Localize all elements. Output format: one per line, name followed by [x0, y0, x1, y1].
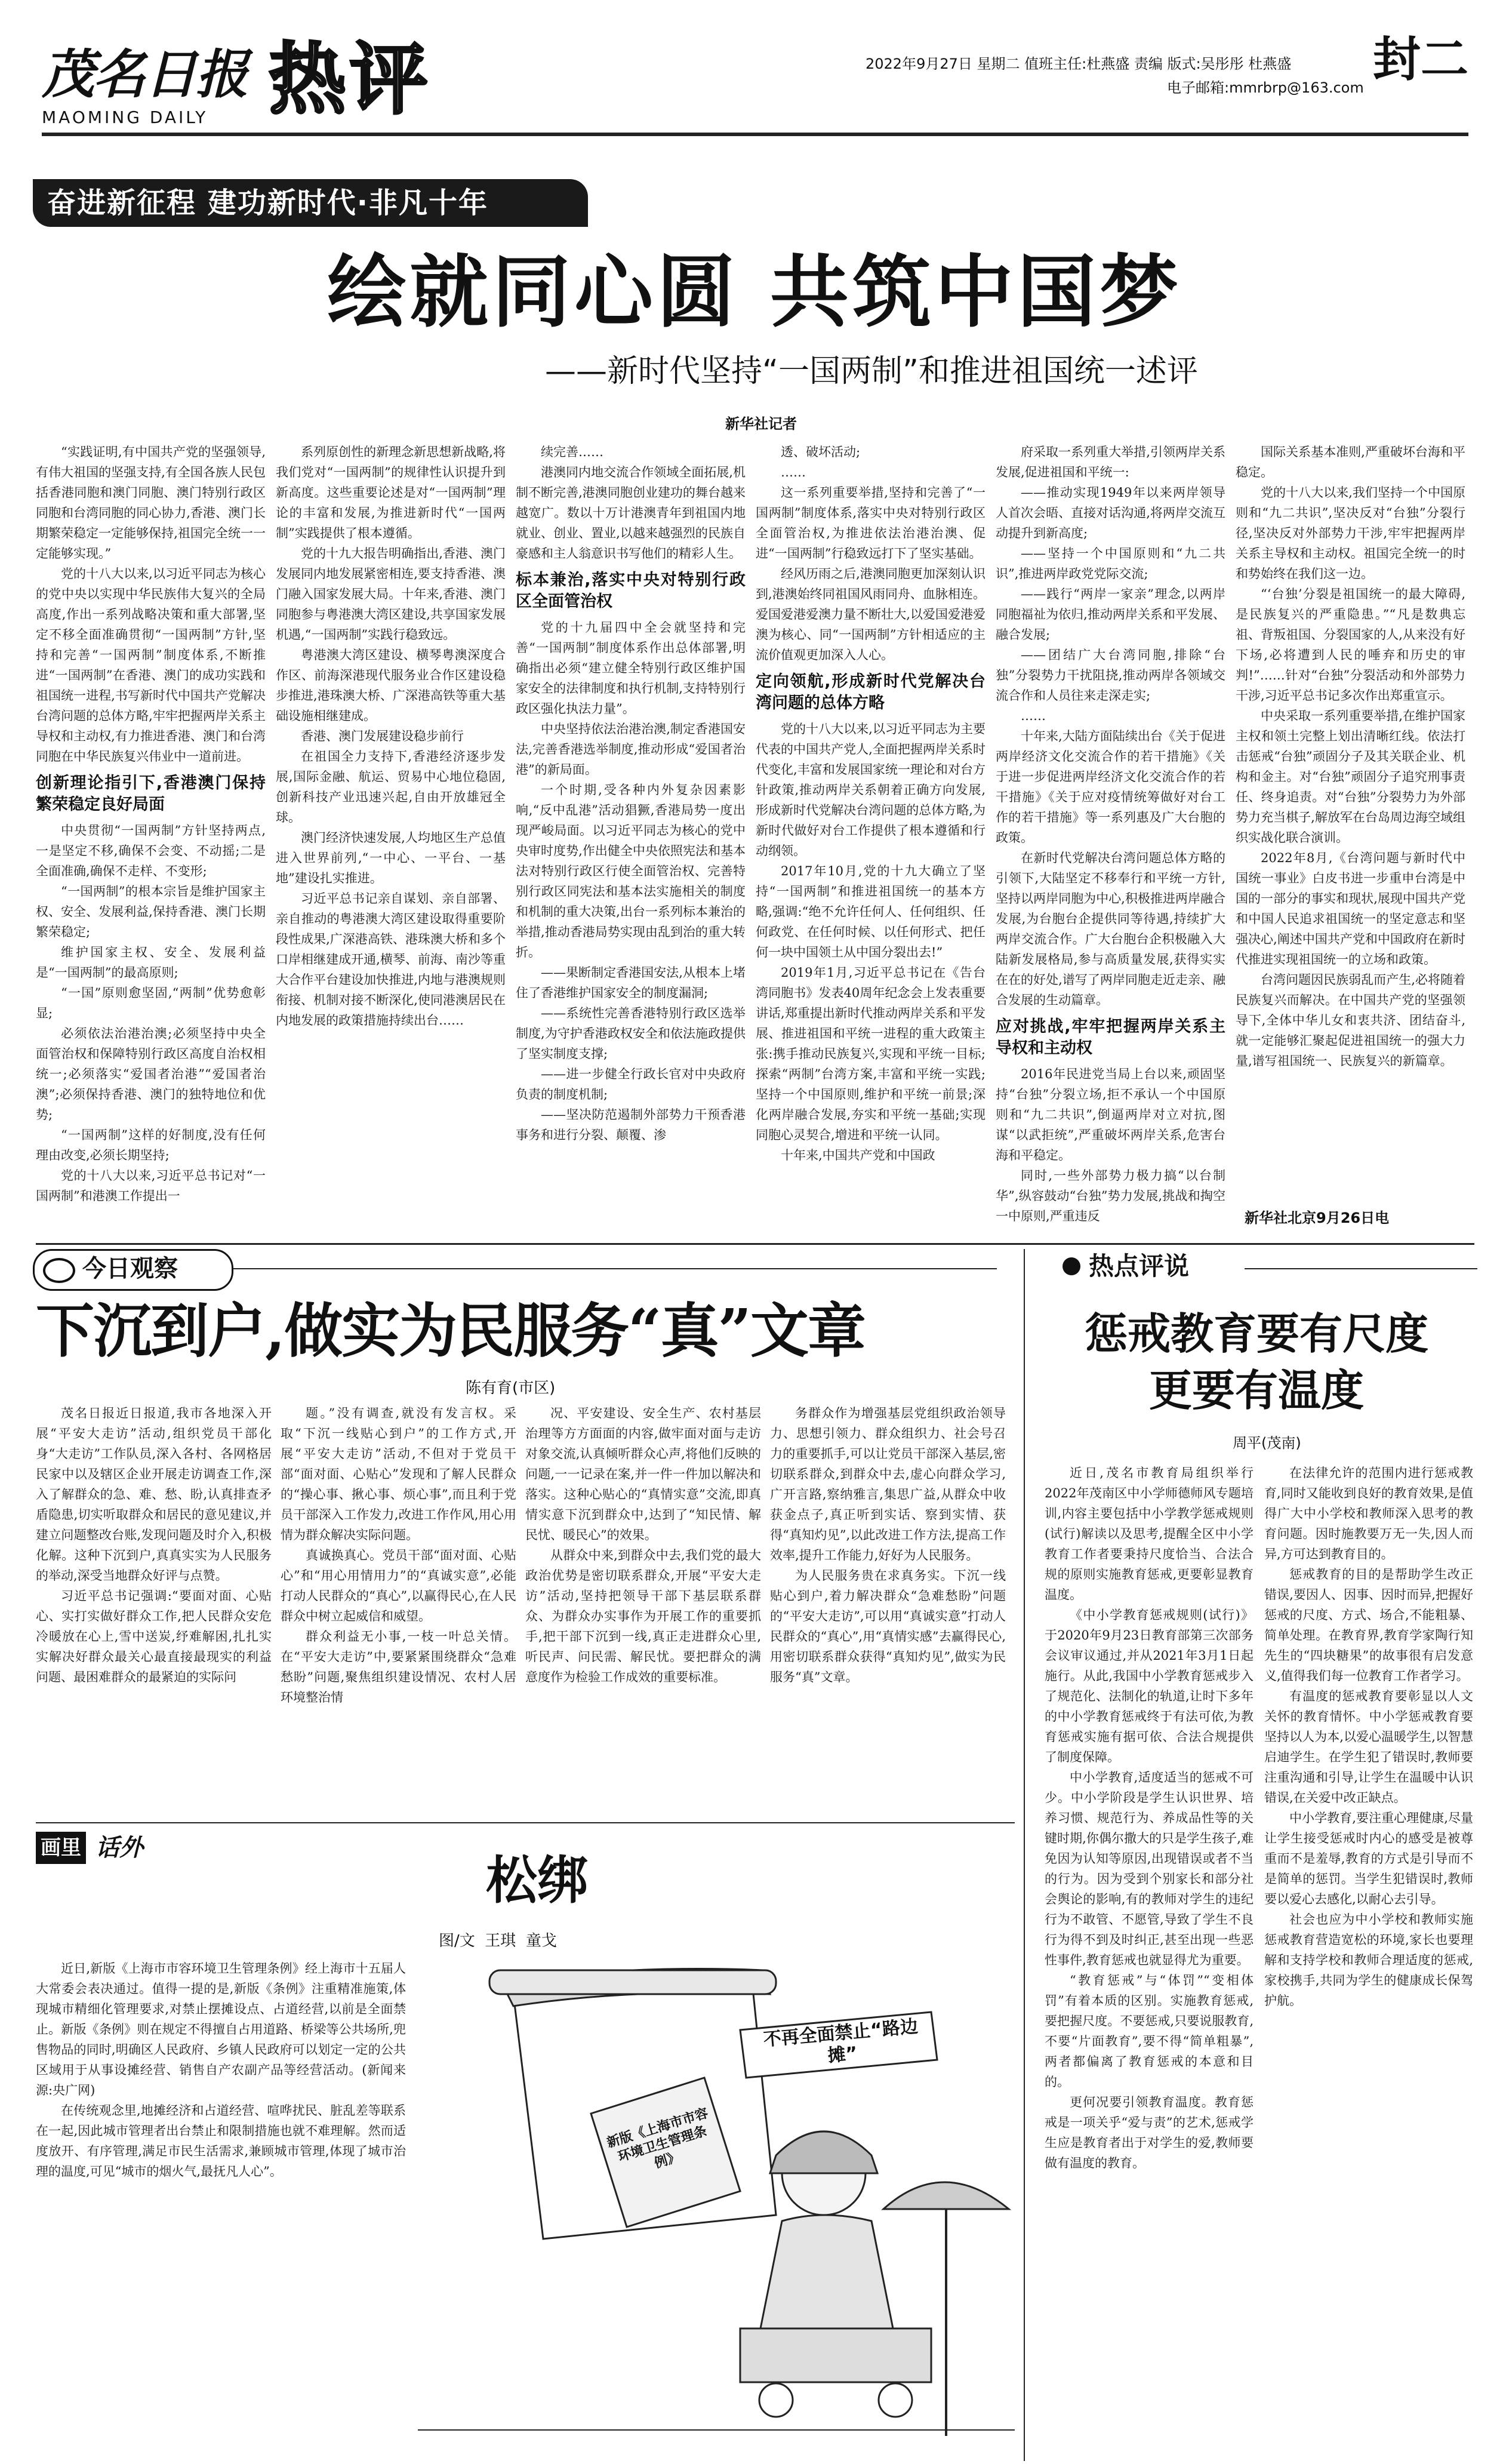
series-banner — [33, 179, 588, 227]
paragraph: 在法律允许的范围内进行惩戒教育,同时又能收到良好的教育效果,是值得广大中小学校和教师深入思考的教育问题。因时施教要万无一失,因人而异,方可达到教育目的。 — [1264, 1466, 1473, 1561]
paragraph: 府采取一系列重大举措,引领两岸关系发展,促进祖国和平统一: — [996, 445, 1225, 479]
logo — [42, 43, 263, 127]
paragraph: 2016年民进党当局上台以来,顽固坚持“台独”分裂立场,拒不承认一个中国原则和“九二共识”,倒逼两岸对立对抗,图谋“以武拒统”,严重破坏两岸关系,危害台海和平稳定。 — [996, 1067, 1225, 1162]
paragraph: 同时,一些外部势力极力搞“以台制华”,纵容鼓动“台独”势力发展,挑战和掏空一中原则,严重违反 — [996, 1168, 1225, 1223]
paragraph: 在祖国全力支持下,香港经济逐步发展,国际金融、航运、贸易中心地位稳固,创新科技产业迅速兴起,自由开放雄冠全球。 — [276, 749, 506, 825]
paragraph: 维护国家主权、安全、发展利益是“一国两制”的最高原则; — [36, 945, 266, 980]
subheading: 定向领航,形成新时代党解决台湾问题的总体方略 — [756, 672, 986, 712]
cartoon-book-text: 新版《上海市市容环境卫生管理条例》 — [605, 2106, 710, 2171]
paragraph: 近日,茂名市教育局组织举行2022年茂南区中小学师德师风专题培训,内容主要包括中小学教学惩戒规则(试行)解读以及思考,提醒全区中小学教育工作者要秉持尺度恰当、合法合规的原则实施教育惩戒,更要彰显教育温度。 — [1045, 1466, 1254, 1602]
series-banner-text: 奋进新征程 建功新时代·非凡十年 — [47, 186, 488, 220]
paragraph: ——推动实现1949年以来两岸领导人首次会晤、直接对话沟通,将两岸交流互动提升到新高度; — [996, 485, 1225, 540]
observe-column-1 — [36, 1403, 272, 1809]
paragraph: ——系统性完善香港特别行政区选举制度,为守护香港政权安全和依法施政提供了坚实制度支撑; — [516, 1006, 746, 1061]
paragraph: 粤港澳大湾区建设、横琴粤澳深度合作区、前海深港现代服务业合作区建设稳步推进,港珠澳大桥、广深港高铁等重大基础设施相继建成。 — [276, 648, 506, 723]
paragraph: 系列原创性的新理念新思想新战略,将我们党对“一国两制”的规律性认识提升到新高度。这些重要论述是对“一国两制”理论的丰富和发展,为推进新时代“一国两制”实践提供了根本遵循。 — [276, 445, 506, 540]
observe-byline: 陈有育(市区) — [466, 1379, 556, 1397]
observe-tag-line — [233, 1268, 997, 1269]
paragraph: ——进一步健全行政长官对中央政府负责的制度机制; — [516, 1067, 746, 1102]
lead-headline: 绘就同心圆 共筑中国梦 — [327, 247, 1182, 339]
paragraph: 香港、澳门发展建设稳步前行 — [301, 729, 464, 743]
paragraph: ——坚决防范遏制外部势力干预香港事务和进行分裂、颠覆、渗 — [516, 1108, 746, 1142]
meta-email: 电子邮箱:mmrbrp@163.com — [1167, 79, 1364, 96]
meta-date-editors: 2022年9月27日 星期二 值班主任:杜燕盛 责编 版式:吴彤彤 杜燕盛 — [866, 56, 1292, 72]
observe-tag-text: 今日观察 — [82, 1255, 178, 1282]
paragraph: “实践证明,有中国共产党的坚强领导,有伟大祖国的坚强支持,有全国各族人民包括香港同胞和澳门同胞、澳门特别行政区同胞和台湾同胞的同心协力,香港、澳门长期繁荣稳定一定能够保持,祖国完全统一一定能够实现。” — [36, 445, 266, 561]
subheading: 标本兼治,落实中央对特别行政区全面管治权 — [516, 571, 746, 611]
cartoon-divider — [36, 1822, 1015, 1823]
observe-column-4 — [770, 1403, 1006, 1809]
paragraph: 党的十八大以来,以习近平同志为核心的党中央以实现中华民族伟大复兴的全局高度,作出一系列战略决策和重大部署,坚定不移全面准确贯彻“一国两制”方针,坚持和完善“一国两制”制度体系,不断推进“一国两制”在香港、澳门的成功实践和祖国统一进程,书写新时代中国共产党解决台湾问题的总体方略,牢牢把握两岸关系主导权和主动权,有力推进香港、澳门和台湾同胞在中华民族复兴伟业中一道前进。 — [36, 567, 266, 764]
observe-column-3 — [525, 1403, 761, 1809]
cartoon-illustration — [418, 1958, 1015, 2460]
lead-byline: 新华社记者 — [725, 416, 797, 432]
paragraph: 中小学教育,适度适当的惩戒不可少。中小学阶段是学生认识世界、培养习惯、规范行为、养成品性等的关键时期,你偶尔撒大的只是学生孩子,难免因为认知等原因,出现错误或者不当的行为。因为受到个别家长和部分社会舆论的影响,有的教师对学生的违纪行为不敢管、不愿管,导致了学生不良行为得不到及时纠正,甚至出现一些恶性事件,教育惩戒也就显得尤为重要。 — [1045, 1770, 1254, 1967]
paragraph: 题。”没有调查,就没有发言权。采取“下沉一线贴心到户”的工作方式,开展“平安大走访”活动,不但对于党员干部“面对面、心贴心”发现和了解人民群众的“操心事、揪心事、烦心事”,而且利于党员干部深入工作发力,改进工作作风,用心用情为群众解决实际问题。 — [281, 1406, 516, 1542]
masthead-divider — [42, 133, 1468, 136]
paragraph: 中央坚持依法治港治澳,制定香港国安法,完善香港选举制度,推动形成“爱国者治港”的新局面。 — [516, 722, 746, 777]
paragraph: “‘台独’分裂是祖国统一的最大障碍,是民族复兴的严重隐患。”“凡是数典忘祖、背叛祖国、分裂国家的人,从来没有好下场,必将遭到人民的唾弃和历史的审判!”……针对“台独”分裂活动和外部势力干涉,习近平总书记多次作出郑重宣示。 — [1236, 587, 1465, 703]
page-label: 封二 — [1373, 32, 1468, 87]
paragraph: 《中小学教育惩戒规则(试行)》于2020年9月23日教育部第三次部务会议审议通过,并从2021年3月1日起施行。从此,我国中小学教育惩戒步入了规范化、法制化的轨道,让时下多年的中小学教育惩戒终于有法可依,为教育惩戒实施有据可依、合法合规提供了制度保障。 — [1045, 1608, 1254, 1764]
paragraph: 有温度的惩戒教育要彰显以人文关怀的教育情怀。中小学惩戒教育要坚持以人为本,以爱心温暖学生,以智慧启迪学生。在学生犯了错误时,教师要注重沟通和引导,让学生在温暖中认识错误,在关爱中改正缺点。 — [1264, 1689, 1473, 1805]
paragraph: 一个时期,受各种内外复杂因素影响,“反中乱港”活动猖獗,香港局势一度出现严峻局面。以习近平同志为核心的党中央审时度势,作出健全中央依照宪法和基本法对特别行政区行使全面管治权、完善特别行政区同宪法和基本法实施相关的制度和机制的重大决策,出台一系列标本兼治的举措,推动香港局势实现由乱到治的重大转折。 — [516, 783, 746, 959]
hot-headline-2: 更要有温度 — [1148, 1365, 1364, 1416]
hot-byline: 周平(茂南) — [1233, 1435, 1301, 1451]
paragraph: …… — [781, 465, 806, 479]
paragraph: “一国”原则愈坚固,“两制”优势愈彰显; — [36, 986, 266, 1020]
cartoon-drawing — [418, 1958, 1015, 2460]
paragraph: 2022年8月,《台湾问题与新时代中国统一事业》白皮书进一步重申台湾是中国的一部分的事实和现状,展现中国共产党和中国人民追求祖国统一的坚定意志和坚强决心,阐述中国共产党和中国政府在新时代推进实现祖国统一的立场和政策。 — [1236, 851, 1465, 967]
paragraph: 在传统观念里,地摊经济和占道经营、喧哗扰民、脏乱差等联系在一起,因此城市管理者出台禁止和限制措施也就不难理解。然而适度放开、有序管理,满足市民生活需求,兼顾城市管理,体现了城市治理的温度,可见“城市的烟火气,最抚凡人心”。 — [36, 2103, 406, 2179]
paragraph: 台湾问题因民族弱乱而产生,必将随着民族复兴而解决。在中国共产党的坚强领导下,全体中华儿女和衷共济、团结奋斗,就一定能够汇聚起促进祖国统一的强大力量,谱写祖国统一、民族复兴的新篇章。 — [1236, 973, 1465, 1068]
cartoon-tag-right: 话外 — [96, 1834, 143, 1862]
paragraph: 续完善…… — [541, 445, 603, 459]
subheading: 应对挑战,牢牢把握两岸关系主导权和主动权 — [996, 1017, 1225, 1057]
paragraph: ——团结广大台湾同胞,排除“台独”分裂势力干扰阻挠,推动两岸各领域交流合作和人员往来走深走实; — [996, 648, 1225, 703]
paragraph: 国际关系基本准则,严重破坏台海和平稳定。 — [1236, 445, 1465, 479]
observe-tag — [33, 1249, 233, 1291]
paragraph: 这一系列重要举措,坚持和完善了“一国两制”制度体系,落实中央对特别行政区全面管治权,为推进依法治港治澳、促进“一国两制”行稳致远打下了坚实基础。 — [756, 485, 986, 561]
paragraph: 社会也应为中小学校和教师实施惩戒教育营造宽松的环境,家长也要理解和支持学校和教师合理适度的惩戒,家校携手,共同为学生的健康成长保驾护航。 — [1264, 1912, 1473, 2008]
paragraph: 2019年1月,习近平总书记在《告台湾同胞书》发表40周年纪念会上发表重要讲话,郑重提出新时代推动两岸关系和平发展、推进祖国和平统一进程的重大政策主张:携手推动民族复兴,实现和平统一目标;探索“两制”台湾方案,丰富和平统一实践;坚持一个中国原则,维护和平统一前景;深化两岸融合发展,夯实和平统一基础;实现同胞心灵契合,增进和平统一认同。 — [756, 965, 986, 1142]
paragraph: 中小学教育,要注重心理健康,尽量让学生接受惩戒时内心的感受是被尊重而不是羞辱,教育的方式是引导而不是简单的惩罚。当学生犯错误时,教师要以爱心去感化,以耐心去引导。 — [1264, 1811, 1473, 1906]
subheading: 创新理论指引下,香港澳门保持繁荣稳定良好局面 — [36, 774, 266, 814]
paragraph: 中央采取一系列重要举措,在维护国家主权和领土完整上划出清晰红线。依法打击惩戒“台独”顽固分子及其关联企业、机构和金主。对“台独”顽固分子追究刑事责任、终身追责。对“台独”分裂势力为外部势力充当棋子,解放军在台岛周边海空域组织实战化联合演训。 — [1236, 709, 1465, 845]
cartoon-tag-left: 画里 — [36, 1832, 86, 1864]
paragraph: 2017年10月,党的十九大确立了坚持“一国两制”和推进祖国统一的基本方略,强调:“绝不允许任何人、任何组织、任何政党、在任何时候、以任何形式、把任何一块中国领土从中国分裂出去!” — [756, 864, 986, 959]
hot-column-2 — [1264, 1463, 1473, 2454]
lead-column-4 — [756, 442, 986, 1236]
paragraph: 在新时代党解决台湾问题总体方略的引领下,大陆坚定不移奉行和平统一方针,坚持以两岸同胞为中心,积极推进两岸融合发展,为台胞台企提供同等待遇,持续扩大两岸交流合作。广大台胞台企积极融入大陆新发展格局,参与高质量发展,获得实实在在的好处,谱写了两岸同胞走近走亲、融合发展的生动篇章。 — [996, 851, 1225, 1007]
observe-column-2 — [281, 1403, 516, 1809]
bullet-icon — [1063, 1257, 1080, 1275]
paragraph: 港澳同内地交流合作领域全面拓展,机制不断完善,港澳同胞创业建功的舞台越来越宽广。数以十万计港澳青年到祖国内地就业、创业、置业,以越来越强烈的民族自豪感和主人翁意识书写他们的精彩人生。 — [516, 465, 746, 561]
paragraph: 习近平总书记亲自谋划、亲自部署、亲自推动的粤港澳大湾区建设取得重要阶段性成果,广深港高铁、港珠澳大桥和多个口岸相继建成开通,横琴、前海、南沙等重大合作平台建设加快推进,内地与港澳规则衔接、机制对接不断深化,使同港澳居民在内地发展的政策措施持续出台…… — [276, 891, 506, 1028]
lead-column-2 — [276, 442, 506, 1236]
paragraph: 十年来,中国共产党和中国政 — [781, 1148, 935, 1162]
paragraph: ——果断制定香港国安法,从根本上堵住了香港维护国家安全的制度漏洞; — [516, 965, 746, 1000]
cartoon-title: 松绑 — [486, 1850, 589, 1911]
hot-tag — [1063, 1249, 1242, 1285]
paragraph: 澳门经济快速发展,人均地区生产总值进入世界前列,“一中心、一平台、一基地”建设扎实推进。 — [276, 830, 506, 885]
paragraph: 务群众作为增强基层党组织政治领导力、思想引领力、群众组织力、社会号召力的重要抓手,可以让党员干部深入基层,密切联系群众,到群众中去,虚心向群众学习,广开言路,察纳雅言,集思广益,从群众中收获金点子,真正听到实话、察到实情、获得“真知灼见”,以此改进工作方法,提高工作效率,提升工作能力,好好为人民服务。 — [770, 1406, 1006, 1562]
paragraph: 从群众中来,到群众中去,我们党的最大政治优势是密切联系群众,开展“平安大走访”活动,坚持把领导干部下基层联系群众、为群众办实事作为开展工作的重要抓手,把干部下沉到一线,真正走进群众心里,听民声、问民需、解民忧。要把群众的满意度作为检验工作成效的重要标准。 — [525, 1548, 761, 1684]
logo-text: 茂名日报 — [42, 43, 248, 105]
lead-column-1 — [36, 442, 266, 1236]
paragraph: 党的十九届四中全会就坚持和完善“一国两制”制度体系作出总体部署,明确指出必须“建立健全特别行政区维护国家安全的法律制度和执行机制,支持特别行政区强化执法力量”。 — [516, 620, 746, 716]
lead-subheadline: ——新时代坚持“一国两制”和推进祖国统一述评 — [545, 353, 1198, 389]
section-title: 热评 — [269, 34, 432, 125]
paragraph: 必须依法治港治澳;必须坚持中央全面管治权和保障特别行政区高度自治权相统一;必须落实“爱国者治港”“爱国者治澳”;必须保持香港、澳门的独特地位和优势; — [36, 1026, 266, 1122]
paragraph: 党的十八大以来,我们坚持一个中国原则和“九二共识”,坚决反对“台独”分裂行径,坚决反对外部势力干涉,牢牢把握两岸关系主导权和主动权。祖国完全统一的时和势始终在我们这一边。 — [1236, 485, 1465, 581]
column-divider — [1024, 1249, 1025, 2461]
lead-column-5 — [996, 442, 1225, 1236]
cartoon-tag — [36, 1832, 161, 1866]
paragraph: 惩戒教育的目的是帮助学生改正错误,要因人、因事、因时而异,把握好惩戒的尺度、方式、场合,不能粗暴、简单处理。在教育界,教育学家陶行知先生的“四块糖果”的故事很有启发意义,值得我们每一位教育工作者学习。 — [1264, 1567, 1473, 1683]
cartoon-banner-text: 不再全面禁止“路边摊” — [762, 2016, 919, 2067]
hot-headline-1: 惩戒教育要有尺度 — [1084, 1308, 1428, 1359]
paragraph: 为人民服务贵在求真务实。下沉一线贴心到户,着力解决群众“急难愁盼”问题的“平安大走访”,可以用“真诚实意”打动人民群众的“真心”,用“真情实感”去赢得民心,用密切联系群众获得“真知灼见”,做实为民服务“真”文章。 — [770, 1568, 1006, 1684]
paragraph: 透、破坏活动; — [781, 445, 861, 459]
paragraph: 更何况要引领教育温度。教育惩戒是一项关乎“爱与责”的艺术,惩戒学生应是教育者出于对学生的爱,教师要做有温度的教育。 — [1045, 2095, 1254, 2170]
paragraph: 茂名日报近日报道,我市各地深入开展“平安大走访”活动,组织党员干部化身“大走访”工作队员,深入各村、各网格居民家中以及辖区企业开展走访调查工作,深入了解群众的急、难、愁、盼,认真排查矛盾隐患,切实听取群众和居民的意见建议,并建立问题整改台账,发现问题及时介入,积极化解。这种下沉到户,真真实实为人民服务的举动,深受当地群众好评与点赞。 — [36, 1406, 272, 1583]
masthead — [0, 0, 1509, 179]
paragraph: 经风历雨之后,港澳同胞更加深刻认识到,港澳始终同祖国风雨同舟、血脉相连。爱国爱港爱澳力量不断壮大,以爱国爱港爱澳为核心、同“一国两制”方针相适应的主流价值观更加深入人心。 — [756, 567, 986, 662]
paragraph: “一国两制”的根本宗旨是维护国家主权、安全、发展利益,保持香港、澳门长期繁荣稳定; — [36, 884, 266, 939]
observe-headline: 下沉到户,做实为民服务“真”文章 — [36, 1297, 865, 1365]
paragraph: ——坚持一个中国原则和“九二共识”,推进两岸政党党际交流; — [996, 546, 1225, 581]
paragraph: “一国两制”这样的好制度,没有任何理由改变,必须长期坚持; — [36, 1128, 266, 1162]
section-divider — [36, 1243, 1474, 1245]
paragraph: 十年来,大陆方面陆续出台《关于促进两岸经济文化交流合作的若干措施》《关于进一步促进两岸经济文化交流合作的若干措施》《关于应对疫情统筹做好对台工作的若干措施》等一系列惠及广大台胞的政策。 — [996, 729, 1225, 845]
paragraph: 党的十八大以来,习近平总书记对“一国两制”和港澳工作提出一 — [36, 1168, 266, 1203]
hot-tag-text: 热点评说 — [1089, 1251, 1190, 1281]
paragraph: 党的十八大以来,以习近平同志为主要代表的中国共产党人,全面把握两岸关系时代变化,丰富和发展国家统一理论和对台方针政策,推动两岸关系朝着正确方向发展,形成新时代党解决台湾问题的总体方略,为新时代做好对台工作提供了根本遵循和行动纲领。 — [756, 722, 986, 858]
paragraph: 况、平安建设、安全生产、农村基层治理等方方面面的内容,做牢面对面与走访对象交流,认真倾听群众心声,将他们反映的问题,一一记录在案,并一件一件加以解决和落实。这种心贴心的“真情实意”交流,即真情实意下沉到群众中,达到了“知民情、解民忧、暖民心”的效果。 — [525, 1406, 761, 1542]
paragraph: 中央贯彻“一国两制”方针坚持两点,一是坚定不移,确保不会变、不动摇;二是全面准确,确保不走样、不变形; — [36, 823, 266, 878]
paragraph: ——践行“两岸一家亲”理念,以两岸同胞福祉为依归,推动两岸关系和平发展、融合发展; — [996, 587, 1225, 642]
cartoon-text-column — [36, 1958, 406, 2454]
eye-icon — [43, 1258, 75, 1283]
lead-column-3 — [516, 442, 746, 1236]
paragraph: 党的十九大报告明确指出,香港、澳门发展同内地发展紧密相连,要支持香港、澳门融入国家发展大局。十年来,香港、澳门同胞参与粤港澳大湾区建设,共享国家发展机遇,“一国两制”实践行稳致远。 — [276, 546, 506, 642]
paragraph: …… — [1021, 709, 1046, 723]
paragraph: 群众利益无小事,一枝一叶总关情。在“平安大走访”中,要紧紧围绕群众“急难愁盼”问题,聚焦组织建设情况、农村人居环境整治情 — [281, 1629, 516, 1705]
lead-dateline: 新华社北京9月26日电 — [1245, 1210, 1390, 1226]
cartoon-credit: 图/文 王琪 童戈 — [439, 1932, 557, 1950]
lead-column-6 — [1236, 442, 1465, 1200]
paragraph: “教育惩戒”与“体罚”“变相体罚”有着本质的区别。实施教育惩戒,要把握尺度。不要惩戒,只要说服教育,不要“片面教育”,要不得“简单粗暴”,两者都偏离了教育惩戒的本意和目的。 — [1045, 1973, 1254, 2089]
paragraph: 习近平总书记强调:“要面对面、心贴心、实打实做好群众工作,把人民群众安危冷暖放在心上,雪中送炭,纾难解困,扎扎实实解决好群众最关心最直接最现实的利益问题、最困难群众的最紧迫的实际问 — [36, 1589, 272, 1684]
paragraph: 真诚换真心。党员干部“面对面、心贴心”和“用心用情用力”的“真诚实意”,必能打动人民群众的“真心”,以赢得民心,在人民群众中树立起威信和威望。 — [281, 1548, 516, 1623]
hot-column-1 — [1045, 1463, 1254, 2454]
hot-tag-line — [1245, 1268, 1477, 1269]
paragraph: 近日,新版《上海市市容环境卫生管理条例》经上海市十五届人大常委会表决通过。值得一提的是,新版《条例》注重精准施策,体现城市精细化管理要求,对禁止摆摊设点、占道经营,以前是全面禁止。新版《条例》则在规定不得擅自占用道路、桥梁等公共场所,兜售物品的同时,明确区人民政府、乡镇人民政府可以划定一定的公共区域用于从事设摊经营、销售自产农副产品等经营活动。(新闻来源:央广网) — [36, 1961, 406, 2097]
logo-english: MAOMING DAILY — [42, 107, 208, 127]
